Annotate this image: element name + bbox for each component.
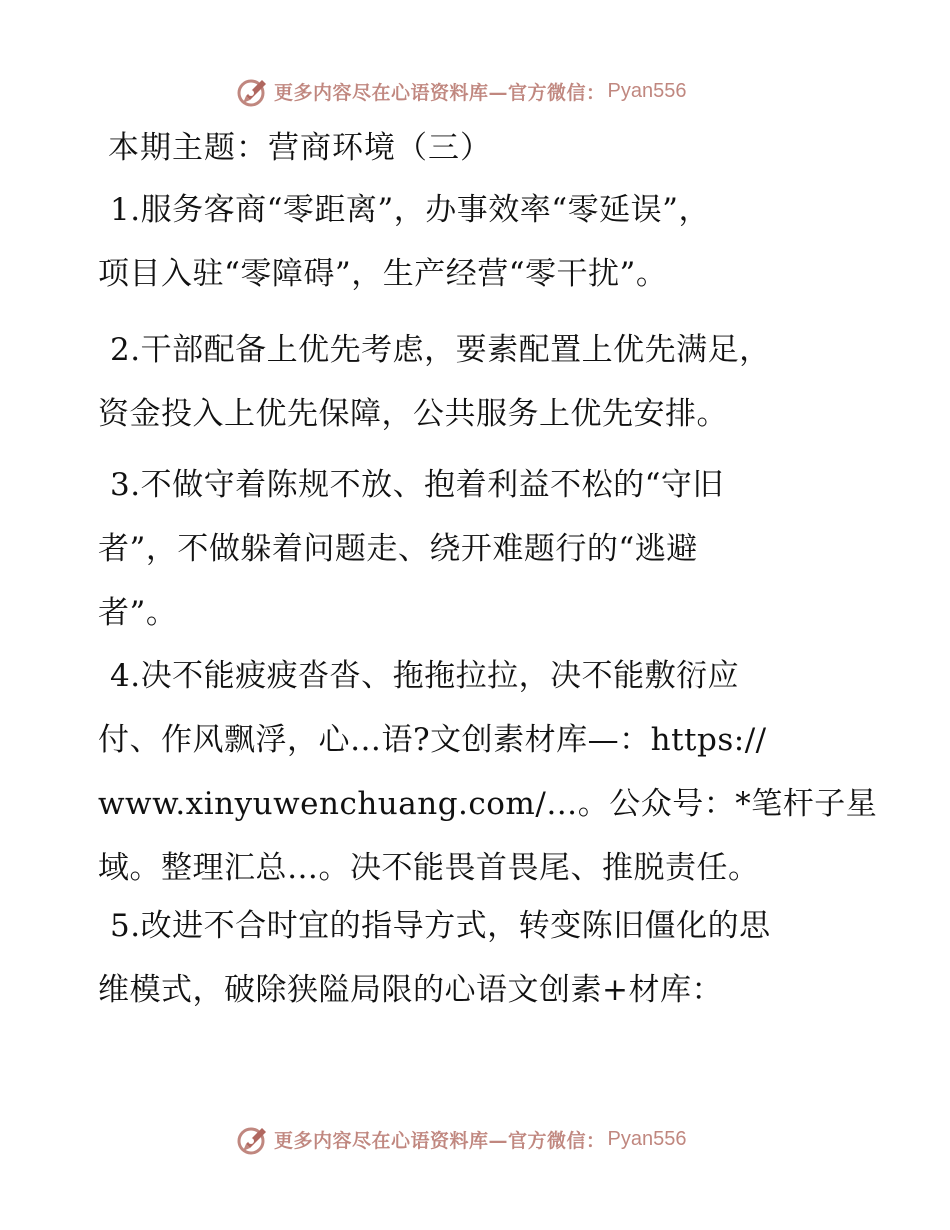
paragraph-line: 项目入驻“零障碍”，生产经营“零干扰”。	[98, 256, 668, 292]
paragraph-line: 付、作风飘浮，心…语?文创素材库—：https://	[98, 722, 767, 758]
pen-nib-logo-icon	[236, 1122, 270, 1156]
paragraph-line: 者”，不做躲着问题走、绕开难题行的“逃避	[98, 531, 698, 567]
paragraph-line: 4.决不能疲疲沓沓、拖拖拉拉，决不能敷衍应	[110, 658, 740, 694]
paragraph-4	[98, 644, 878, 900]
paragraph-line: 5.改进不合时宜的指导方式，转变陈旧僵化的思	[110, 908, 771, 944]
watermark-wechat-id: Pyan556	[607, 1127, 687, 1150]
paragraph-line: 维模式，破除狭隘局限的心语文创素+材库：	[98, 972, 723, 1008]
paragraph-line: 者”。	[98, 595, 178, 631]
paragraph-line: 域。整理汇总…。决不能畏首畏尾、推脱责任。	[98, 850, 760, 886]
paragraph-1	[98, 178, 858, 306]
paragraph-line: 2.干部配备上优先考虑，要素配置上优先满足，	[110, 332, 771, 368]
paragraph-5	[98, 894, 858, 1022]
watermark-wechat-id: Pyan556	[607, 79, 687, 102]
watermark-banner-bottom	[236, 1120, 716, 1158]
paragraph-line: 1.服务客商“零距离”，办事效率“零延误”，	[110, 192, 710, 228]
paragraph-line: 3.不做守着陈规不放、抱着利益不松的“守旧	[110, 467, 724, 503]
paragraph-line: www.xinyuwenchuang.com/…。公众号：*笔杆子星	[98, 786, 878, 822]
page-title: 本期主题：营商环境（三）	[108, 130, 492, 166]
paragraph-line: 资金投入上优先保障，公共服务上优先安排。	[98, 396, 728, 432]
watermark-text: 更多内容尽在心语资料库—官方微信：	[274, 1129, 606, 1152]
pen-nib-logo-icon	[236, 74, 270, 108]
paragraph-2	[98, 318, 858, 446]
watermark-text: 更多内容尽在心语资料库—官方微信：	[274, 81, 606, 104]
watermark-banner-top	[236, 72, 716, 110]
paragraph-3	[98, 453, 858, 645]
